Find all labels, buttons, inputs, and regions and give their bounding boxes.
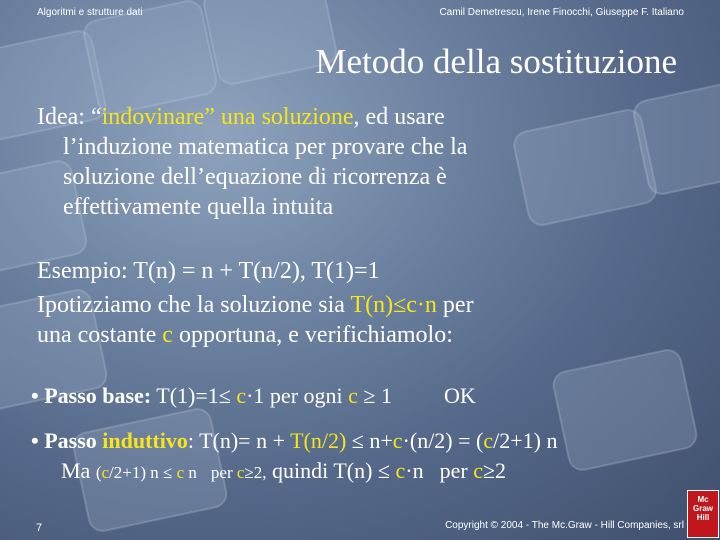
slide-title: Metodo della sostituzione	[315, 42, 677, 81]
bullet-text: : T(n)= n +	[187, 428, 291, 453]
idea-line-3: soluzione dell’equazione di ricorrenza è	[63, 164, 447, 190]
bullet-highlight: c	[348, 383, 358, 408]
bullet-highlight: c	[392, 428, 403, 453]
bullet-base-case	[31, 381, 558, 411]
bullet-text: quindi T(n) ≤	[266, 458, 396, 483]
bullet-text: /2+1)	[493, 428, 541, 453]
idea-paragraph	[37, 102, 467, 222]
bullet-highlight: c	[236, 463, 245, 482]
bullet-conclusion	[31, 456, 558, 488]
example-line-1: Esempio: T(n) = n + T(n/2), T(1)=1	[37, 258, 380, 284]
header-authors: Camil Demetrescu, Irene Finocchi, Giuseppe F. Italiano	[439, 7, 684, 18]
ok-label: OK	[443, 383, 476, 408]
example-paragraph	[37, 256, 474, 350]
bullet-inductive-step	[31, 426, 558, 456]
example-text: una costante	[37, 322, 163, 348]
page-number: 7	[36, 522, 43, 534]
bullet-text: (	[95, 463, 102, 482]
example-text: Ipotizziamo che la soluzione sia	[37, 292, 351, 318]
bullet-list	[31, 381, 558, 488]
bullet-text: n	[184, 463, 197, 482]
logo-line: Mc	[697, 495, 709, 504]
bullet-text: ≥2,	[244, 463, 267, 482]
bullet-text: ·1 per ogni	[246, 383, 349, 408]
bullet-text: ≥ 1	[357, 383, 392, 408]
bullet-text: n	[541, 428, 558, 453]
bullet-text: ≤ n+	[346, 428, 393, 453]
bullet-text: ≥2	[482, 458, 507, 483]
logo-line: Hill	[696, 513, 710, 522]
copyright-notice: Copyright © 2004 - The Mc.Graw - Hill Companies, srl	[445, 520, 684, 531]
idea-line-1	[37, 102, 467, 132]
bullet-text: /2+1) n ≤	[109, 463, 177, 482]
bullet-highlight: c	[176, 463, 185, 482]
bullet-label: • Passo	[31, 428, 103, 453]
idea-text: , ed usare	[353, 104, 445, 130]
bullet-label: • Passo base:	[31, 383, 152, 408]
bullet-text: per	[210, 463, 237, 482]
bullet-text: per	[439, 458, 474, 483]
example-highlight: c	[162, 322, 173, 348]
publisher-logo	[687, 490, 719, 538]
bullet-text: T(1)=1≤	[151, 383, 237, 408]
idea-line-4: effettivamente quella intuita	[63, 194, 334, 220]
header-course-name: Algoritmi e strutture dati	[37, 7, 143, 18]
example-highlight: T(n)≤c·n	[350, 292, 437, 318]
bullet-highlight: c	[483, 428, 494, 453]
bullet-highlight: c	[101, 463, 110, 482]
logo-line: Graw	[692, 504, 713, 513]
bullet-text: ·n	[405, 458, 424, 483]
example-line-3	[37, 320, 474, 350]
bullet-text: Ma	[61, 458, 96, 483]
example-text: per	[436, 292, 474, 318]
bullet-highlight: c	[395, 458, 406, 483]
bullet-highlight: T(n/2)	[290, 428, 347, 453]
bullet-highlight: c	[473, 458, 483, 483]
idea-label: Idea: “	[37, 104, 102, 130]
bullet-text: ·(n/2) = (	[402, 428, 484, 453]
example-text: opportuna, e verifichiamolo:	[172, 322, 453, 348]
idea-line-2: l’induzione matematica per provare che la	[63, 134, 468, 160]
example-line-2	[37, 290, 474, 320]
idea-highlight: indovinare” una soluzione	[101, 104, 354, 130]
bullet-label-highlight: induttivo	[102, 428, 188, 453]
bullet-highlight: c	[236, 383, 247, 408]
